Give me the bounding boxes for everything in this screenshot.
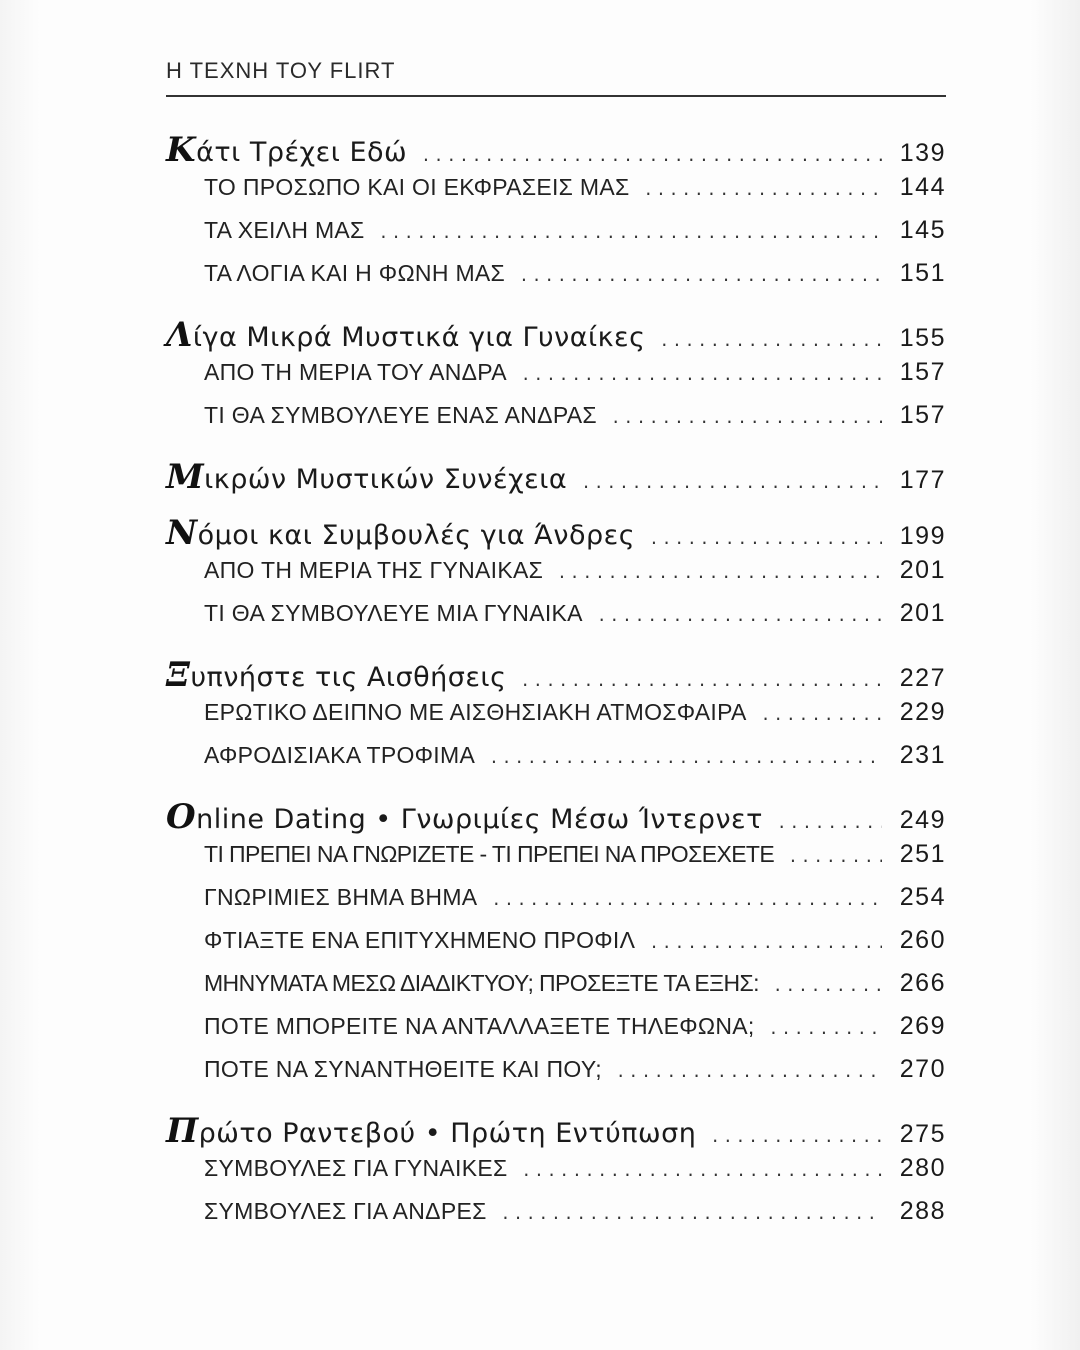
chapter-title: όμοι και Συμβουλές για Άνδρες [197,520,636,551]
chapter-page-number: 275 [899,1120,946,1148]
section-page-number: 251 [899,840,946,868]
dot-leader [421,146,882,165]
chapter-initial: O [166,797,197,837]
toc-section[interactable] [166,1012,946,1055]
section-title: ΕΡΩΤΙΚΟ ΔΕΙΠΝΟ ΜΕ ΑΙΣΘΗΣΙΑΚΗ ΑΤΜΟΣΦΑΙΡΑ [204,699,747,725]
section-title: ΤΙ ΘΑ ΣΥΜΒΟΥΛΕΥΕ ΕΝΑΣ ΑΝΔΡΑΣ [204,402,597,428]
toc-chapter[interactable] [166,457,946,500]
header-rule [166,95,946,97]
toc-section[interactable] [166,401,946,444]
section-page-number: 231 [899,741,946,769]
dot-leader [557,563,882,582]
toc-section[interactable] [166,1055,946,1098]
dot-leader [597,606,882,625]
section-page-number: 288 [899,1197,946,1225]
toc-chapter[interactable] [166,315,946,358]
dot-leader [649,933,882,952]
section-title: ΣΥΜΒΟΥΛΕΣ ΓΙΑ ΑΝΔΡΕΣ [204,1198,487,1224]
chapter-title: υπνήστε τις Αισθήσεις [190,662,507,693]
dot-leader [788,847,882,866]
section-page-number: 157 [899,401,946,429]
section-title: ΑΠΟ ΤΗ ΜΕΡΙΑ ΤΗΣ ΓΥΝΑΙΚΑΣ [204,557,544,583]
toc-section[interactable] [166,883,946,926]
toc-section[interactable] [166,556,946,599]
section-title: ΑΠΟ ΤΗ ΜΕΡΙΑ ΤΟΥ ΑΝΔΡΑ [204,359,507,385]
chapter-page-number: 227 [899,664,946,692]
chapter-initial: Λ [166,315,193,355]
toc-section[interactable] [166,216,946,259]
dot-leader [769,1019,882,1038]
chapter-page-number: 199 [899,522,946,550]
chapter-initial: Μ [166,457,205,497]
dot-leader [501,1204,882,1223]
section-title: ΤΙ ΠΡΕΠΕΙ ΝΑ ΓΝΩΡΙΖΕΤΕ - ΤΙ ΠΡΕΠΕΙ ΝΑ ΠΡΟΣΕΧΕΤΕ [204,841,775,867]
section-page-number: 151 [899,259,946,287]
section-page-number: 201 [899,556,946,584]
toc-section[interactable] [166,173,946,216]
dot-leader [611,408,882,427]
chapter-initial: Κ [166,130,197,170]
section-title: ΠΟΤΕ ΜΠΟΡΕΙΤΕ ΝΑ ΑΝΤΑΛΛΑΞΕΤΕ ΤΗΛΕΦΩΝΑ; [204,1013,755,1039]
chapter-title: άτι Τρέχει Εδώ [196,137,408,168]
running-header: Η ΤΕΧΝΗ ΤΟΥ FLIRT [166,58,396,83]
section-page-number: 144 [899,173,946,201]
toc-section[interactable] [166,741,946,784]
section-title: ΓΝΩΡΙΜΙΕΣ ΒΗΜΑ ΒΗΜΑ [204,884,478,910]
section-page-number: 260 [899,926,946,954]
section-title: ΤΑ ΧΕΙΛΗ ΜΑΣ [204,217,365,243]
chapter-page-number: 177 [899,466,946,494]
dot-leader [489,748,882,767]
toc-chapter[interactable] [166,655,946,698]
dot-leader [777,813,882,832]
toc-section[interactable] [166,926,946,969]
section-page-number: 254 [899,883,946,911]
section-title: ΦΤΙΑΞΤΕ ΕΝΑ ΕΠΙΤΥΧΗΜΕΝΟ ΠΡΟΦΙΛ [204,927,636,953]
toc-section[interactable] [166,1197,946,1240]
chapter-page-number: 155 [899,324,946,352]
toc-chapter[interactable] [166,1111,946,1154]
chapter-title: ίγα Μικρά Μυστικά για Γυναίκες [192,322,646,353]
toc-chapter[interactable] [166,130,946,173]
section-page-number: 270 [899,1055,946,1083]
dot-leader [520,671,882,690]
toc-section[interactable] [166,259,946,302]
section-page-number: 229 [899,698,946,726]
dot-leader [519,266,882,285]
chapter-initial: Π [166,1111,199,1151]
chapter-title: ρώτο Ραντεβού • Πρώτη Εντύπωση [198,1118,697,1149]
dot-leader [581,473,882,492]
section-title: ΤΟ ΠΡΟΣΩΠΟ ΚΑΙ ΟΙ ΕΚΦΡΑΣΕΙΣ ΜΑΣ [204,174,630,200]
section-page-number: 157 [899,358,946,386]
section-title: ΤΙ ΘΑ ΣΥΜΒΟΥΛΕΥΕ ΜΙΑ ΓΥΝΑΙΚΑ [204,600,583,626]
section-title: ΤΑ ΛΟΓΙΑ ΚΑΙ Η ΦΩΝΗ ΜΑΣ [204,260,506,286]
dot-leader [379,223,882,242]
chapter-title: nline Dating • Γνωριμίες Μέσω Ίντερνετ [196,804,763,835]
section-page-number: 280 [899,1154,946,1182]
toc-section[interactable] [166,599,946,642]
section-title: ΣΥΜΒΟΥΛΕΣ ΓΙΑ ΓΥΝΑΙΚΕΣ [204,1155,508,1181]
dot-leader [761,705,882,724]
dot-leader [644,180,882,199]
dot-leader [522,1161,882,1180]
toc-section[interactable] [166,840,946,883]
section-title: ΜΗΝΥΜΑΤΑ ΜΕΣΩ ΔΙΑΔΙΚΤΥΟΥ; ΠΡΟΣΕΞΤΕ ΤΑ ΕΞΗΣ: [204,970,759,996]
chapter-initial: Ξ [166,655,191,695]
dot-leader [616,1062,882,1081]
toc-section[interactable] [166,358,946,401]
dot-leader [710,1127,882,1146]
section-title: ΑΦΡΟΔΙΣΙΑΚΑ ΤΡΟΦΙΜΑ [204,742,476,768]
section-title: ΠΟΤΕ ΝΑ ΣΥΝΑΝΤΗΘΕΙΤΕ ΚΑΙ ΠΟΥ; [204,1056,602,1082]
toc-section[interactable] [166,1154,946,1197]
chapter-page-number: 249 [899,806,946,834]
dot-leader [773,976,882,995]
toc-section[interactable] [166,698,946,741]
toc-section[interactable] [166,969,946,1012]
dot-leader [521,365,882,384]
chapter-title: ικρών Μυστικών Συνέχεια [204,464,568,495]
section-page-number: 145 [899,216,946,244]
chapter-page-number: 139 [899,139,946,167]
chapter-initial: Ν [166,513,198,553]
section-page-number: 269 [899,1012,946,1040]
toc-chapter[interactable] [166,797,946,840]
dot-leader [491,890,882,909]
toc-chapter[interactable] [166,513,946,556]
section-page-number: 201 [899,599,946,627]
dot-leader [660,331,883,350]
dot-leader [649,529,882,548]
table-of-contents [166,130,946,1240]
section-page-number: 266 [899,969,946,997]
